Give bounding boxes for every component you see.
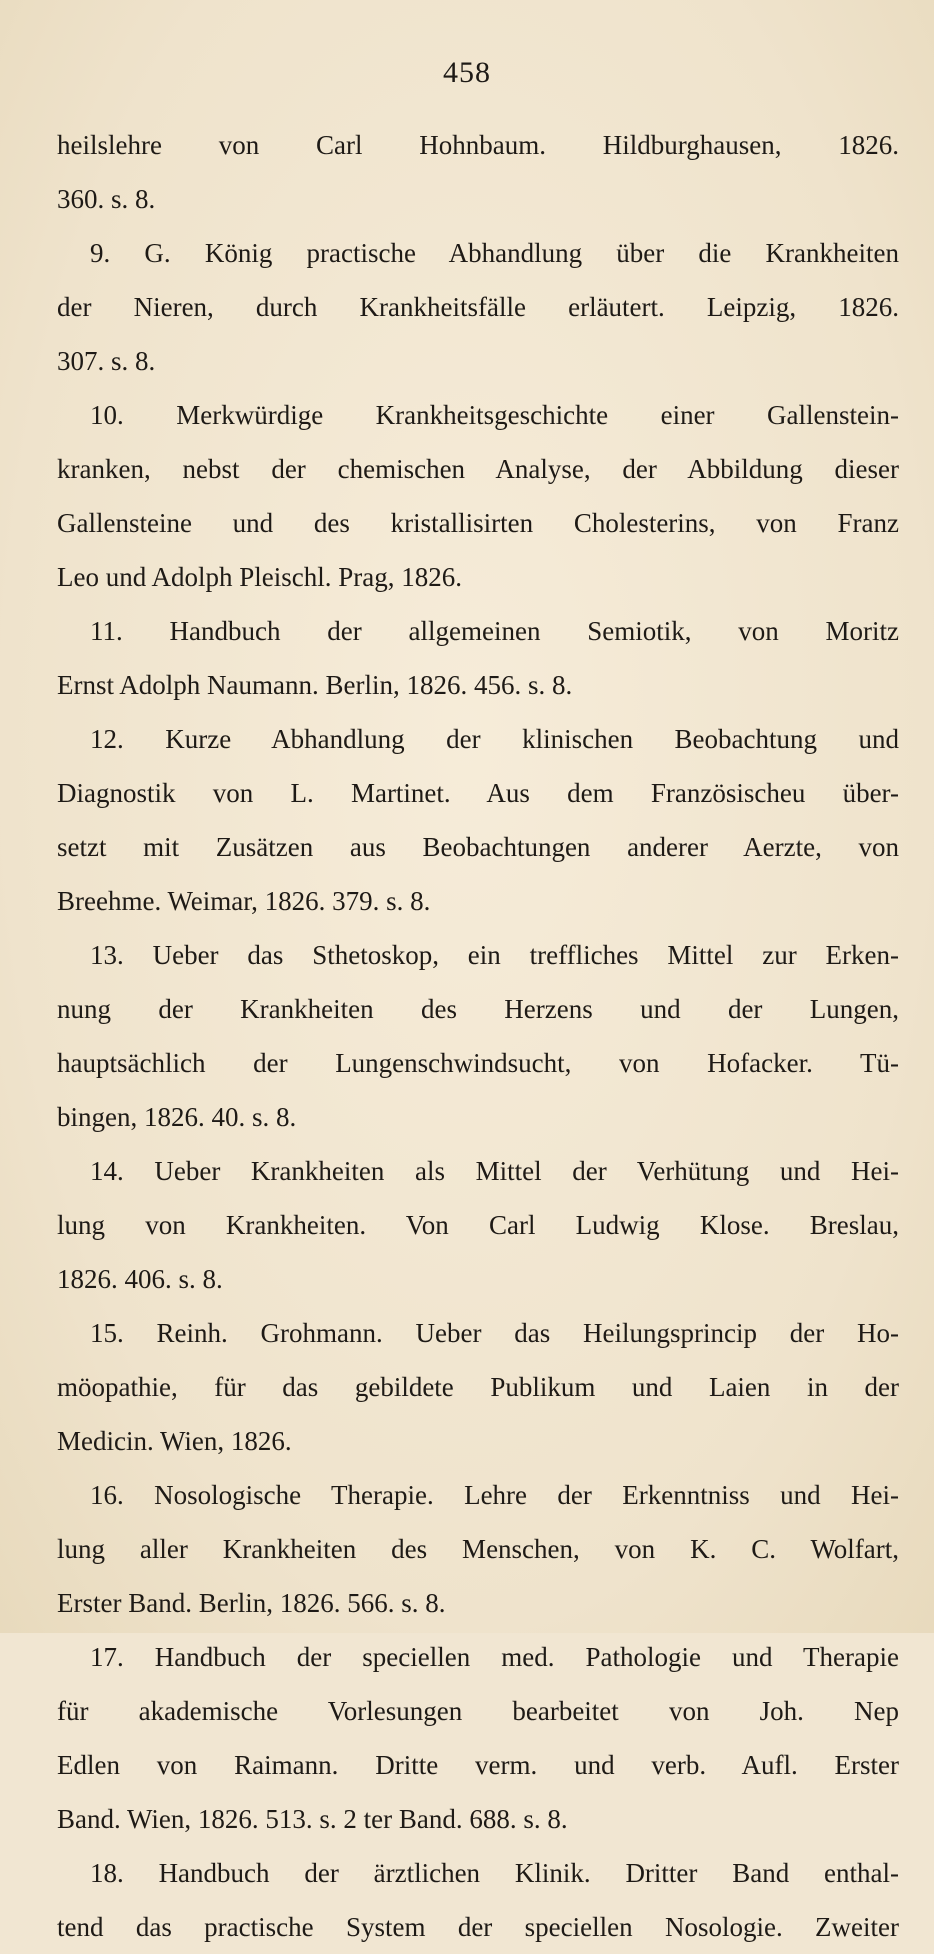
entry-line: 17. Handbuch der speciellen med. Pathologie und Therapie	[90, 1642, 899, 1672]
page-number: 458	[443, 56, 491, 89]
bibliography-entry	[57, 604, 899, 712]
entry-line: heilslehre von Carl Hohnbaum. Hildburghausen, 1826.	[57, 130, 899, 160]
bibliography-list	[57, 118, 899, 1954]
entry-line: bingen, 1826. 40. s. 8.	[57, 1102, 297, 1132]
entry-line: Band. Wien, 1826. 513. s. 2 ter Band. 688. s. 8.	[57, 1804, 568, 1834]
entry-line: lung aller Krankheiten des Menschen, von K. C. Wolfart,	[57, 1534, 899, 1564]
entry-line: 12. Kurze Abhandlung der klinischen Beobachtung und	[90, 724, 899, 754]
bibliography-entry	[57, 1144, 899, 1306]
entry-line: Erster Band. Berlin, 1826. 566. s. 8.	[57, 1588, 446, 1618]
entry-line: 15. Reinh. Grohmann. Ueber das Heilungsprincip der Ho-	[90, 1318, 899, 1348]
entry-line: Edlen von Raimann. Dritte verm. und verb. Aufl. Erster	[57, 1750, 899, 1780]
entry-line: 11. Handbuch der allgemeinen Semiotik, von Moritz	[90, 616, 899, 646]
entry-line: 14. Ueber Krankheiten als Mittel der Verhütung und Hei-	[90, 1156, 899, 1186]
entry-line: 16. Nosologische Therapie. Lehre der Erkenntniss und Hei-	[90, 1480, 899, 1510]
bibliography-entry	[57, 1468, 899, 1630]
entry-line: Leo und Adolph Pleischl. Prag, 1826.	[57, 562, 462, 592]
entry-line: Ernst Adolph Naumann. Berlin, 1826. 456. s. 8.	[57, 670, 573, 700]
entry-line: 9. G. König practische Abhandlung über die Krankheiten	[90, 238, 899, 268]
entry-line: Breehme. Weimar, 1826. 379. s. 8.	[57, 886, 431, 916]
entry-line: 360. s. 8.	[57, 184, 156, 214]
bibliography-entry	[57, 388, 899, 604]
entry-line: lung von Krankheiten. Von Carl Ludwig Klose. Breslau,	[57, 1210, 899, 1240]
entry-line: 18. Handbuch der ärztlichen Klinik. Dritter Band enthal-	[90, 1858, 899, 1888]
entry-line: 10. Merkwürdige Krankheitsgeschichte einer Gallenstein-	[90, 400, 899, 430]
bibliography-entry	[57, 1846, 899, 1954]
bibliography-entry	[57, 928, 899, 1144]
bibliography-entry	[57, 118, 899, 226]
bibliography-entry	[57, 1306, 899, 1468]
bibliography-entry	[57, 712, 899, 928]
entry-line: nung der Krankheiten des Herzens und der Lungen,	[57, 994, 899, 1024]
entry-line: möopathie, für das gebildete Publikum und Laien in der	[57, 1372, 899, 1402]
bibliography-entry	[57, 226, 899, 388]
entry-line: Gallensteine und des kristallisirten Cholesterins, von Franz	[57, 508, 899, 538]
entry-line: Diagnostik von L. Martinet. Aus dem Französischeu über-	[57, 778, 899, 808]
entry-line: 13. Ueber das Sthetoskop, ein treffliches Mittel zur Erken-	[90, 940, 899, 970]
entry-line: 307. s. 8.	[57, 346, 156, 376]
entry-line: für akademische Vorlesungen bearbeitet von Joh. Nep	[57, 1696, 899, 1726]
entry-line: der Nieren, durch Krankheitsfälle erläutert. Leipzig, 1826.	[57, 292, 899, 322]
entry-line: hauptsächlich der Lungenschwindsucht, von Hofacker. Tü-	[57, 1048, 899, 1078]
entry-line: setzt mit Zusätzen aus Beobachtungen anderer Aerzte, von	[57, 832, 899, 862]
bibliography-entry	[57, 1630, 899, 1846]
entry-line: 1826. 406. s. 8.	[57, 1264, 223, 1294]
entry-line: tend das practische System der speciellen Nosologie. Zweiter	[57, 1912, 899, 1942]
entry-line: kranken, nebst der chemischen Analyse, der Abbildung dieser	[57, 454, 899, 484]
entry-line: Medicin. Wien, 1826.	[57, 1426, 292, 1456]
